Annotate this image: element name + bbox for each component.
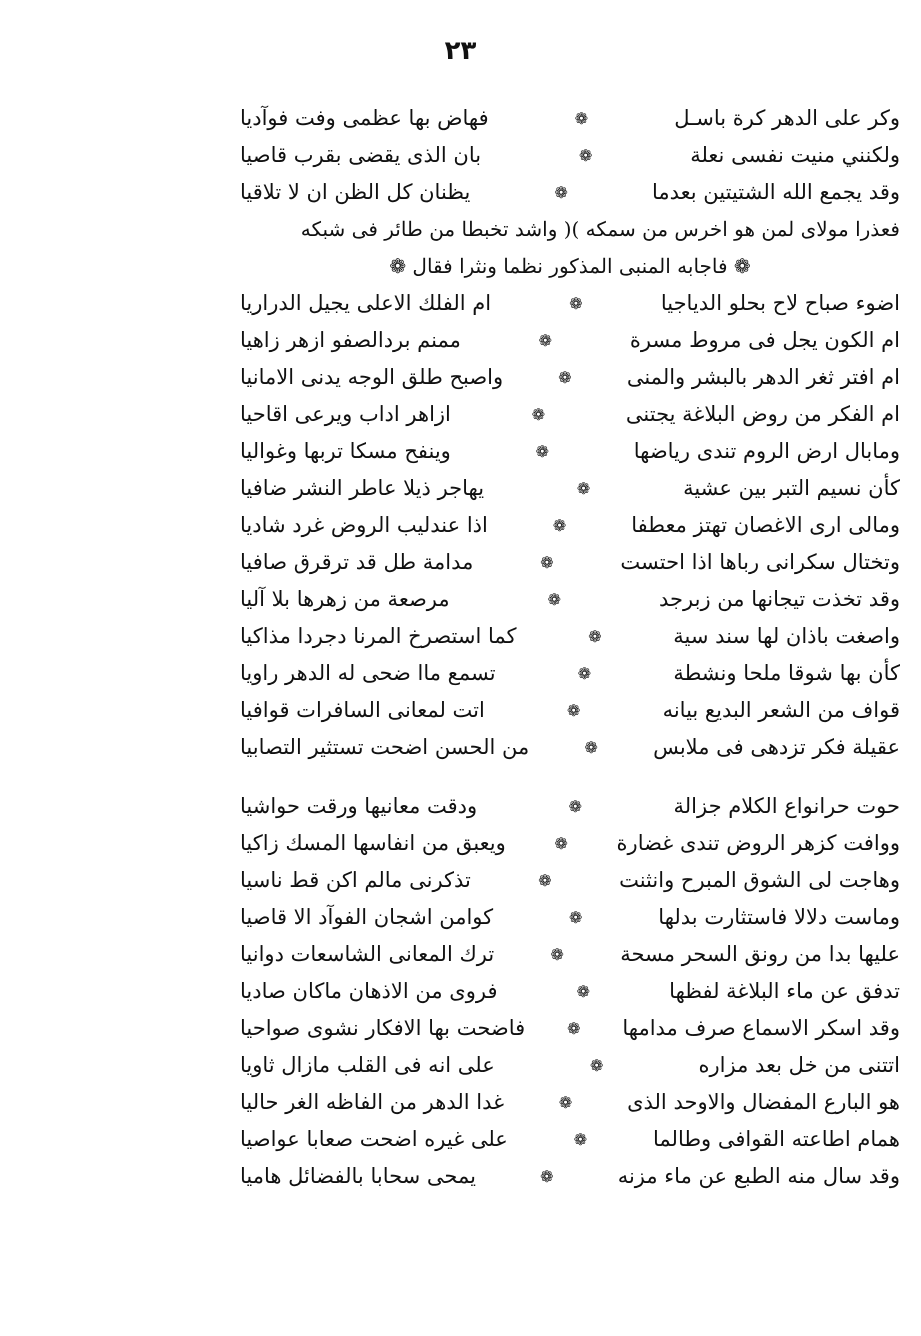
verse-line xyxy=(240,936,900,973)
first-hemistich: ام افتر ثغر الدهر بالبشر والمنى xyxy=(626,365,900,389)
second-hemistich: ويعبق من انفاسها المسك زاكيا xyxy=(240,831,506,855)
verse-line xyxy=(240,862,900,899)
first-hemistich: وكر على الدهر كرة باسـل xyxy=(674,106,900,130)
second-hemistich: ترك المعانى الشاسعات دوانيا xyxy=(240,942,495,966)
second-hemistich: يهاجر ذيلا عاطر النشر ضافيا xyxy=(240,476,485,500)
verse-separator-icon: ❁ xyxy=(558,1093,573,1112)
second-hemistich: من الحسن اضحت تستثير التصابيا xyxy=(240,735,530,759)
second-hemistich: فروى من الاذهان ماكان صاديا xyxy=(240,979,498,1003)
first-hemistich: ام الكون يجل فى مروط مسرة xyxy=(629,328,900,352)
verse-separator-icon: ❁ xyxy=(538,871,552,890)
first-hemistich: هو البارع المفضال والاوحد الذى xyxy=(627,1090,900,1114)
second-hemistich: على انه فى القلب مازال ثاويا xyxy=(240,1053,495,1077)
second-hemistich: غدا الدهر من الفاظه الغر حاليا xyxy=(240,1090,505,1114)
second-hemistich: تسمع ماا ضحى له الدهر راويا xyxy=(240,661,496,685)
second-hemistich: ام الفلك الاعلى يجيل الدراريا xyxy=(240,291,492,315)
verse-line xyxy=(240,692,900,729)
verse-separator-icon: ❁ xyxy=(588,627,602,646)
verse-separator-icon: ❁ xyxy=(531,405,546,424)
first-hemistich: كأن بها شوقا ملحا ونشطة xyxy=(673,661,900,685)
verse-separator-icon: ❁ xyxy=(578,146,593,165)
verse-separator-icon: ❁ xyxy=(558,368,572,387)
first-hemistich: كأن نسيم التبر بين عشية xyxy=(683,476,900,500)
first-hemistich: اتتنى من خل بعد مزاره xyxy=(698,1053,900,1077)
poem-body xyxy=(240,100,900,1195)
verse-separator-icon: ❁ xyxy=(576,982,591,1001)
verse-line xyxy=(240,1158,900,1195)
prose-line: فعذرا مولاى لمن هو اخرس من سمكه )( واشد تخبطا من طائر فى شبكه xyxy=(300,217,900,241)
first-hemistich: وتختال سكرانى رباها اذا احتست xyxy=(620,550,900,574)
first-hemistich: وقد تخذت تيجانها من زبرجد xyxy=(659,587,900,611)
first-hemistich: وماست دلالا فاستثارت بدلها xyxy=(658,905,900,929)
verse-line xyxy=(240,788,900,825)
verse-line xyxy=(240,100,900,137)
second-hemistich: مدامة طل قد ترقرق صافيا xyxy=(240,550,474,574)
verse-separator-icon: ❁ xyxy=(554,834,568,853)
second-hemistich: اتت لمعانى السافرات قوافيا xyxy=(240,698,485,722)
verse-line xyxy=(240,1010,900,1047)
verse-separator-icon: ❁ xyxy=(550,945,564,964)
first-hemistich: ام الفكر من روض البلاغة يجتنى xyxy=(625,402,900,426)
second-hemistich: مرصعة من زهرها بلا آليا xyxy=(240,587,450,611)
verse-line xyxy=(240,470,900,507)
first-hemistich: ومالى ارى الاغصان تهتز معطفا xyxy=(631,513,900,537)
verse-separator-icon: ❁ xyxy=(569,908,583,927)
verse-line xyxy=(240,973,900,1010)
page-number: ٢٣ xyxy=(444,36,477,66)
second-hemistich: على غيره اضحت صعابا عواصيا xyxy=(240,1127,508,1151)
verse-line xyxy=(240,1084,900,1121)
first-hemistich: واصغت باذان لها سند سية xyxy=(673,624,900,648)
verse-line xyxy=(240,729,900,766)
verse-separator-icon: ❁ xyxy=(540,553,554,572)
verse-separator-icon: ❁ xyxy=(567,1019,581,1038)
verse-separator-icon: ❁ xyxy=(552,516,567,535)
verse-separator-icon: ❁ xyxy=(568,797,583,816)
second-hemistich: يظنان كل الظن ان لا تلاقيا xyxy=(240,180,471,204)
second-hemistich: كما استصرخ المرنا دجردا مذاكيا xyxy=(240,624,517,648)
section-heading: ❁ فاجابه المنبى المذكور نظما ونثرا فقال ❁ xyxy=(389,254,751,278)
first-hemistich: قواف من الشعر البديع بيانه xyxy=(662,698,900,722)
verse-separator-icon: ❁ xyxy=(589,1056,604,1075)
verse-line xyxy=(240,137,900,174)
verse-line xyxy=(240,359,900,396)
verse-line xyxy=(240,1121,900,1158)
second-hemistich: فهاض بها عظمى وفت فوآديا xyxy=(240,106,489,130)
verse-separator-icon: ❁ xyxy=(574,109,589,128)
verse-separator-icon: ❁ xyxy=(538,331,553,350)
verse-separator-icon: ❁ xyxy=(584,738,598,757)
verse-separator-icon: ❁ xyxy=(535,442,549,461)
first-hemistich: وهاجت لى الشوق المبرح وانثنت xyxy=(619,868,900,892)
verse-separator-icon: ❁ xyxy=(547,590,562,609)
first-hemistich: وقد سال منه الطبع عن ماء مزنه xyxy=(617,1164,900,1188)
second-hemistich: ممنم بردالصفو ازهر زاهيا xyxy=(240,328,461,352)
second-hemistich: ازاهر اداب ويرعى اقاحيا xyxy=(240,402,451,426)
second-hemistich: اذا عندليب الروض غرد شاديا xyxy=(240,513,488,537)
verse-line xyxy=(240,655,900,692)
second-hemistich: بان الذى يقضى بقرب قاصيا xyxy=(240,143,482,167)
verse-line xyxy=(240,581,900,618)
first-hemistich: وقد اسكر الاسماع صرف مدامها xyxy=(622,1016,900,1040)
first-hemistich: عليها بدا من رونق السحر مسحة xyxy=(620,942,900,966)
first-hemistich: ومابال ارض الروم تندى رياضها xyxy=(633,439,900,463)
first-hemistich: تدفق عن ماء البلاغة لفظها xyxy=(669,979,900,1003)
first-hemistich: وقد يجمع الله الشتيتين بعدما xyxy=(651,180,900,204)
verse-line xyxy=(240,396,900,433)
verse-line xyxy=(240,899,900,936)
verse-line xyxy=(240,1047,900,1084)
verse-line xyxy=(240,174,900,211)
first-hemistich: عقيلة فكر تزدهى فى ملابس xyxy=(653,735,900,759)
second-hemistich: يمحى سحابا بالفضائل هاميا xyxy=(240,1164,476,1188)
second-hemistich: كوامن اشجان الفوآد الا قاصيا xyxy=(240,905,494,929)
verse-separator-icon: ❁ xyxy=(567,701,581,720)
second-hemistich: ودقت معانيها ورقت حواشيا xyxy=(240,794,478,818)
verse-separator-icon: ❁ xyxy=(576,479,591,498)
second-hemistich: تذكرنى مالم اكن قط ناسيا xyxy=(240,868,471,892)
first-hemistich: ولكنني منيت نفسى نعلة xyxy=(690,143,900,167)
second-hemistich: واصبح طلق الوجه يدنى الامانيا xyxy=(240,365,504,389)
line-gap xyxy=(240,766,900,788)
verse-separator-icon: ❁ xyxy=(573,1130,588,1149)
first-hemistich: همام اطاعته القوافى وطالما xyxy=(653,1127,900,1151)
verse-separator-icon: ❁ xyxy=(569,294,583,313)
verse-line xyxy=(240,322,900,359)
verse-line xyxy=(240,825,900,862)
verse-line xyxy=(240,507,900,544)
first-hemistich: ووافت كزهر الروض تندى غضارة xyxy=(616,831,900,855)
first-hemistich: اضوء صباح لاح بحلو الدياجيا xyxy=(660,291,900,315)
verse-line xyxy=(240,285,900,322)
verse-line xyxy=(240,433,900,470)
verse-separator-icon: ❁ xyxy=(554,183,568,202)
second-hemistich: فاضحت بها الافكار نشوى صواحيا xyxy=(240,1016,526,1040)
verse-line xyxy=(240,544,900,581)
second-hemistich: وينفح مسكا تربها وغواليا xyxy=(240,439,451,463)
first-hemistich: حوت حرانواع الكلام جزالة xyxy=(673,794,900,818)
verse-separator-icon: ❁ xyxy=(577,664,592,683)
verse-line xyxy=(240,618,900,655)
verse-separator-icon: ❁ xyxy=(540,1167,554,1186)
